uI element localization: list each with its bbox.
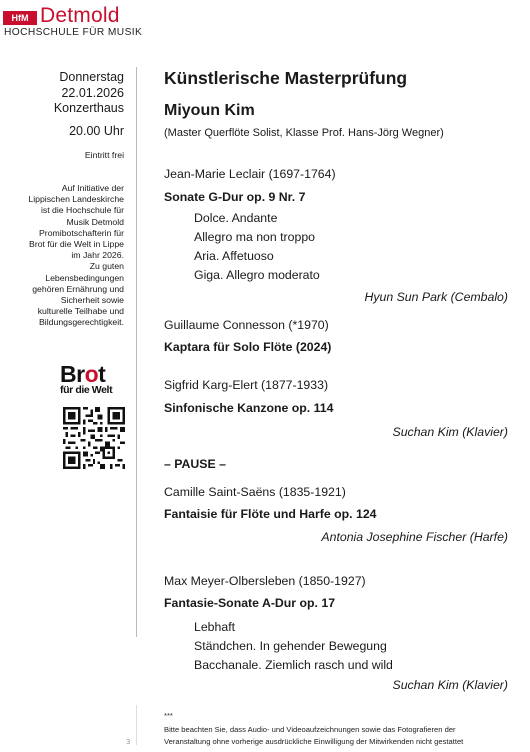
movement: Ständchen. In gehender Bewegung	[194, 639, 387, 653]
accompanist: Antonia Josephine Fischer (Harfe)	[321, 530, 508, 544]
footer-line-1: Bitte beachten Sie, dass Audio- und Videoaufzeichnungen sowie das Fotografieren der	[164, 725, 456, 734]
pause-label: – PAUSE –	[164, 457, 226, 471]
page-title: Künstlerische Masterprüfung	[164, 68, 408, 88]
event-time: 20.00 Uhr	[69, 124, 124, 138]
logo-badge: HfM	[3, 11, 37, 25]
performer-name: Miyoun Kim	[164, 102, 255, 119]
movement: Giga. Allegro moderato	[194, 268, 320, 282]
work-title: Fantaisie für Flöte und Harfe op. 124	[164, 507, 377, 521]
accompanist: Suchan Kim (Klavier)	[392, 425, 508, 439]
qr-code-icon	[63, 407, 125, 469]
work-title: Sinfonische Kanzone op. 114	[164, 401, 334, 415]
composer: Sigfrid Karg-Elert (1877-1933)	[164, 378, 329, 392]
movement: Bacchanale. Ziemlich rasch und wild	[194, 658, 393, 672]
event-venue: Konzerthaus	[53, 101, 124, 115]
event-date: 22.01.2026	[61, 86, 124, 100]
movement: Lebhaft	[194, 620, 236, 634]
column-divider-lower	[136, 705, 137, 745]
composer: Guillaume Connesson (*1970)	[164, 318, 329, 332]
work-title: Sonate G-Dur op. 9 Nr. 7	[164, 190, 306, 204]
initiative-text: Auf Initiative der Lippischen Landeskirche ist die Hochschule für Musik Detmold Promibotschafterin für Brot für die Welt in Lippe im Jahr 2026. Zu guten Lebensbedingungen gehören Ernährung und Sicherheit sowie kulturelle Teilhabe und Bildungsgerechtigkeit.	[28, 183, 124, 328]
footer-stars: ***	[164, 711, 173, 720]
page-number: 3	[126, 738, 131, 746]
work-title: Fantasie-Sonate A-Dur op. 17	[164, 596, 336, 610]
column-divider	[136, 67, 137, 637]
accompanist: Suchan Kim (Klavier)	[392, 678, 508, 692]
event-day: Donnerstag	[59, 70, 124, 84]
movement: Allegro ma non troppo	[194, 230, 315, 244]
composer: Jean-Marie Leclair (1697-1764)	[164, 167, 336, 181]
footer-line-2: Veranstaltung ohne vorherige ausdrückliche Einwilligung der Mitwirkenden nicht gestattet	[164, 737, 464, 746]
movement: Dolce. Andante	[194, 211, 278, 225]
performer-detail: (Master Querflöte Solist, Klasse Prof. Hans-Jörg Wegner)	[164, 127, 444, 139]
logo-subtitle: HOCHSCHULE FÜR MUSIK	[4, 27, 143, 38]
brot-fuer-die-welt-logo: Brot für die Welt	[60, 361, 113, 396]
accompanist: Hyun Sun Park (Cembalo)	[364, 290, 508, 304]
composer: Max Meyer-Olbersleben (1850-1927)	[164, 574, 366, 588]
movement-list	[194, 618, 393, 675]
logo-name: Detmold	[40, 4, 120, 27]
movement: Aria. Affetuoso	[194, 249, 274, 263]
event-admission: Eintritt frei	[84, 150, 124, 160]
work-title: Kaptara für Solo Flöte (2024)	[164, 340, 332, 354]
composer: Camille Saint-Saëns (1835-1921)	[164, 485, 346, 499]
movement-list	[194, 209, 320, 285]
